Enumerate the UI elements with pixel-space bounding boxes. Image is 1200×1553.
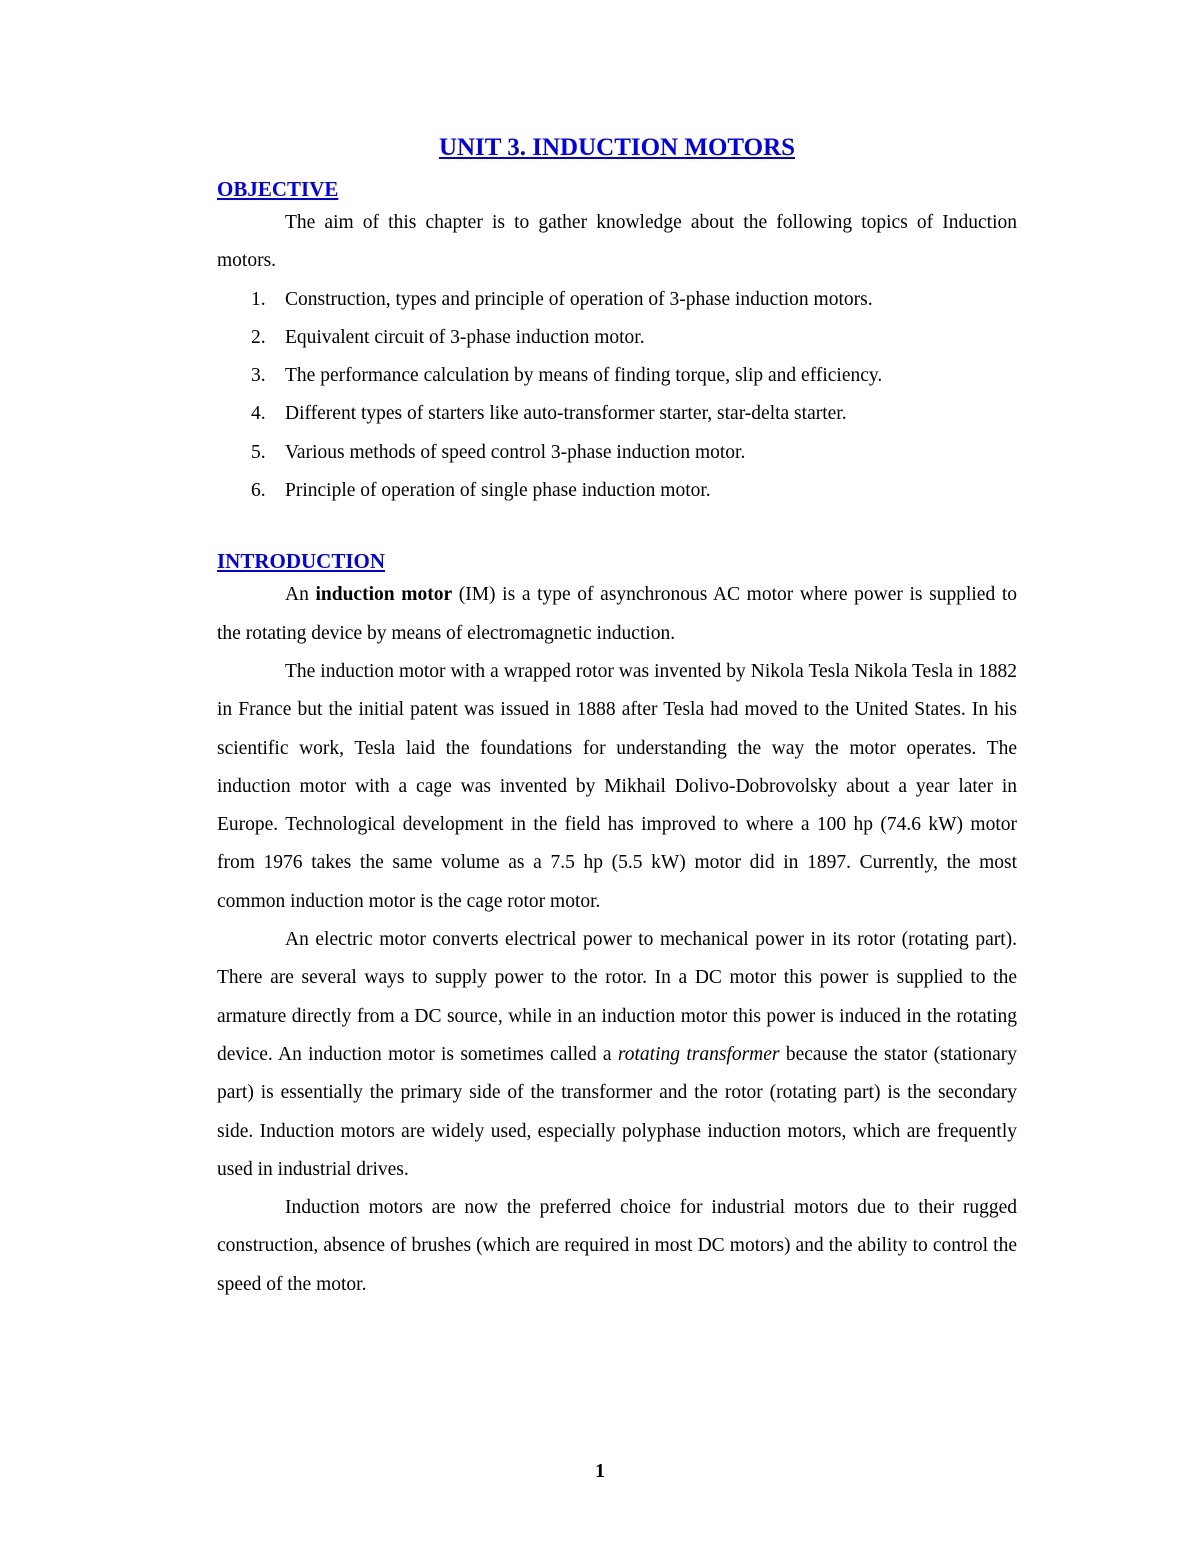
list-item	[217, 281, 1017, 319]
list-item-text: Principle of operation of single phase induction motor.	[285, 480, 711, 502]
intro-p1-text: An	[285, 584, 316, 606]
intro-p1-text-cont: (IM) is a type of asynchronous AC motor where power is supplied to the rotating device by means of electromagnetic induction.	[217, 584, 1017, 644]
list-item-number: 3.	[251, 365, 266, 387]
topics-list	[217, 281, 1017, 511]
introduction-heading: INTRODUCTION	[217, 549, 386, 574]
list-item-number: 5.	[251, 441, 266, 463]
list-item-number: 2.	[251, 326, 266, 348]
list-item	[217, 434, 1017, 472]
list-item-text: The performance calculation by means of finding torque, slip and efficiency.	[285, 365, 883, 387]
document-page	[217, 130, 1017, 1304]
list-item	[217, 357, 1017, 395]
list-item-text: Construction, types and principle of operation of 3-phase induction motors.	[285, 288, 873, 310]
list-item-number: 4.	[251, 403, 266, 425]
intro-paragraph-2: The induction motor with a wrapped rotor was invented by Nikola Tesla Nikola Tesla in 1882 in France but the initial patent was issued in 1888 after Tesla had moved to the United States. In his scientific work, Tesla laid the foundations for understanding the way the motor operates. The induction motor with a cage was invented by Mikhail Dolivo-Dobrovolsky about a year later in Europe. Technological development in the field has improved to where a 100 hp (74.6 kW) motor from 1976 takes the same volume as a 7.5 hp (5.5 kW) motor did in 1897. Currently, the most common induction motor is the cage rotor motor.	[217, 660, 1017, 912]
intro-p3-italic-term: rotating transformer	[617, 1043, 780, 1065]
list-item	[217, 472, 1017, 510]
list-item	[217, 395, 1017, 433]
intro-paragraph-4: Induction motors are now the preferred choice for industrial motors due to their rugged construction, absence of brushes (which are required in most DC motors) and the ability to control the speed of the motor.	[217, 1197, 1017, 1295]
intro-p1-bold-term: induction motor	[315, 584, 453, 606]
list-item-text: Various methods of speed control 3-phase induction motor.	[285, 441, 746, 463]
intro-p3-text: An electric motor converts electrical power to mechanical power in its rotor (rotating part). There are several ways to supply power to the rotor. In a DC motor this power is supplied to the armature directly from a DC source, while in an induction motor this power is induced in the rotating device. An induction motor is sometimes called a	[217, 929, 1017, 1065]
list-item-number: 6.	[251, 480, 266, 502]
list-item-text: Different types of starters like auto-transformer starter, star-delta starter.	[285, 403, 847, 425]
intro-paragraph-3	[217, 921, 1017, 1189]
page-number: 1	[595, 1460, 605, 1482]
intro-paragraph-1	[217, 576, 1017, 653]
list-item-number: 1.	[251, 288, 266, 310]
list-item	[217, 319, 1017, 357]
list-item-text: Equivalent circuit of 3-phase induction motor.	[285, 326, 645, 348]
page-title: UNIT 3. INDUCTION MOTORS	[438, 134, 796, 161]
objective-intro: The aim of this chapter is to gather knowledge about the following topics of Induction motors.	[217, 212, 1017, 272]
intro-p3-text-cont: because the stator (stationary part) is essentially the primary side of the transformer and the rotor (rotating part) is the secondary side. Induction motors are widely used, especially polyphase induction motors, which are frequently used in industrial drives.	[217, 1043, 1017, 1180]
objective-heading: OBJECTIVE	[217, 177, 339, 201]
